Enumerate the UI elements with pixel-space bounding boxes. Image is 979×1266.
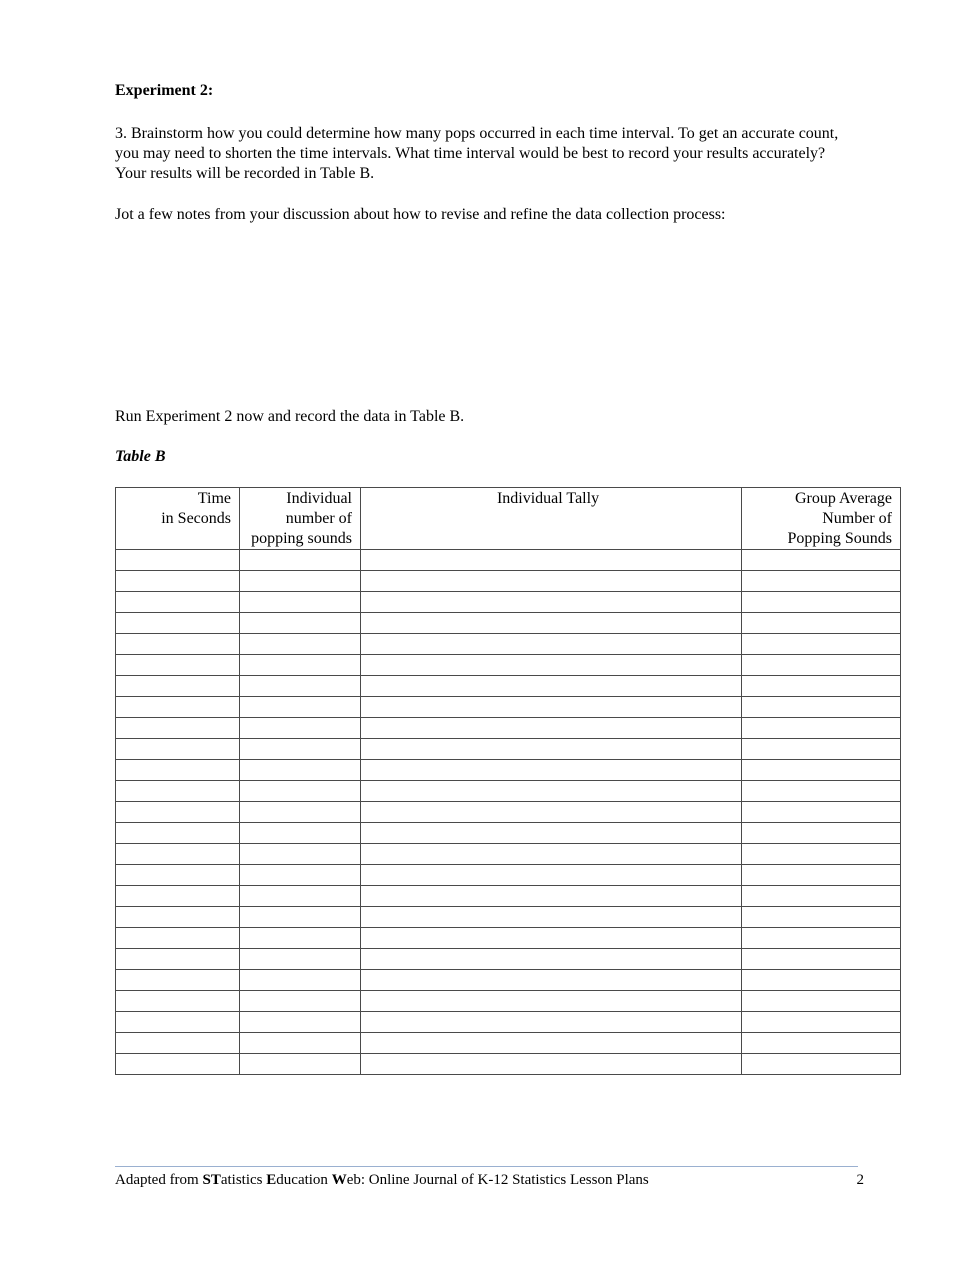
time-cell[interactable] (116, 571, 240, 592)
group-average-cell[interactable] (742, 613, 901, 634)
individual-number-cell[interactable] (240, 739, 361, 760)
table-row (116, 844, 901, 865)
table-row (116, 865, 901, 886)
individual-tally-cell[interactable] (361, 865, 742, 886)
table-body (116, 550, 901, 1075)
individual-tally-cell[interactable] (361, 886, 742, 907)
footer-ducation: ducation (276, 1172, 332, 1188)
individual-number-cell[interactable] (240, 613, 361, 634)
individual-number-cell[interactable] (240, 1033, 361, 1054)
group-average-cell[interactable] (742, 1054, 901, 1075)
group-average-cell[interactable] (742, 655, 901, 676)
footer-atistics: atistics (220, 1172, 267, 1188)
footer-st: ST (202, 1172, 221, 1188)
individual-number-cell[interactable] (240, 676, 361, 697)
header-line: Individual (286, 490, 352, 507)
individual-tally-cell[interactable] (361, 907, 742, 928)
individual-tally-cell[interactable] (361, 676, 742, 697)
time-cell[interactable] (116, 550, 240, 571)
time-cell[interactable] (116, 949, 240, 970)
header-individual-tally (361, 488, 742, 550)
header-line: Popping Sounds (787, 530, 892, 547)
footer-rest: eb: Online Journal of K-12 Statistics Lesson Plans (346, 1172, 649, 1188)
header-line: Number of (822, 510, 892, 527)
table-row (116, 634, 901, 655)
footer-divider (115, 1166, 858, 1167)
header-line: in Seconds (161, 510, 231, 527)
group-average-cell[interactable] (742, 844, 901, 865)
table-row (116, 613, 901, 634)
individual-tally-cell[interactable] (361, 1033, 742, 1054)
individual-tally-cell[interactable] (361, 823, 742, 844)
time-cell[interactable] (116, 970, 240, 991)
group-average-cell[interactable] (742, 823, 901, 844)
table-row (116, 571, 901, 592)
individual-number-cell[interactable] (240, 949, 361, 970)
individual-number-cell[interactable] (240, 718, 361, 739)
group-average-cell[interactable] (742, 571, 901, 592)
individual-tally-cell[interactable] (361, 592, 742, 613)
individual-tally-cell[interactable] (361, 991, 742, 1012)
table-row (116, 1033, 901, 1054)
group-average-cell[interactable] (742, 970, 901, 991)
time-cell[interactable] (116, 907, 240, 928)
table-row (116, 991, 901, 1012)
time-cell[interactable] (116, 1033, 240, 1054)
individual-number-cell[interactable] (240, 655, 361, 676)
individual-number-cell[interactable] (240, 886, 361, 907)
individual-number-cell[interactable] (240, 865, 361, 886)
time-cell[interactable] (116, 991, 240, 1012)
individual-tally-cell[interactable] (361, 802, 742, 823)
individual-number-cell[interactable] (240, 991, 361, 1012)
footer-prefix: Adapted from (115, 1172, 203, 1188)
individual-number-cell[interactable] (240, 592, 361, 613)
group-average-cell[interactable] (742, 760, 901, 781)
header-line: Group Average (795, 490, 892, 507)
group-average-cell[interactable] (742, 739, 901, 760)
question-3-text: 3. Brainstorm how you could determine how many pops occurred in each time interval. To get an accurate count, you may need to shorten the time intervals. What time interval would be best to record your results accurately? Your results will be recorded in Table B. (115, 125, 839, 182)
individual-number-cell[interactable] (240, 802, 361, 823)
group-average-cell[interactable] (742, 634, 901, 655)
time-cell[interactable] (116, 823, 240, 844)
individual-tally-cell[interactable] (361, 970, 742, 991)
group-average-cell[interactable] (742, 718, 901, 739)
time-cell[interactable] (116, 886, 240, 907)
individual-number-cell[interactable] (240, 1054, 361, 1075)
time-cell[interactable] (116, 865, 240, 886)
table-row (116, 676, 901, 697)
header-line: Time (197, 490, 231, 507)
time-cell[interactable] (116, 1054, 240, 1075)
table-row (116, 970, 901, 991)
table-row (116, 1054, 901, 1075)
individual-number-cell[interactable] (240, 907, 361, 928)
individual-tally-cell[interactable] (361, 571, 742, 592)
table-row (116, 802, 901, 823)
time-cell[interactable] (116, 1012, 240, 1033)
table-row (116, 718, 901, 739)
individual-tally-cell[interactable] (361, 634, 742, 655)
table-row (116, 823, 901, 844)
time-cell[interactable] (116, 613, 240, 634)
individual-number-cell[interactable] (240, 781, 361, 802)
table-row (116, 781, 901, 802)
time-cell[interactable] (116, 718, 240, 739)
individual-tally-cell[interactable] (361, 718, 742, 739)
individual-tally-cell[interactable] (361, 613, 742, 634)
header-group-average (742, 488, 901, 550)
footer-e: E (266, 1172, 277, 1188)
individual-tally-cell[interactable] (361, 781, 742, 802)
individual-number-cell[interactable] (240, 844, 361, 865)
time-cell[interactable] (116, 655, 240, 676)
group-average-cell[interactable] (742, 1033, 901, 1054)
individual-number-cell[interactable] (240, 634, 361, 655)
time-cell[interactable] (116, 928, 240, 949)
individual-number-cell[interactable] (240, 760, 361, 781)
table-row (116, 655, 901, 676)
group-average-cell[interactable] (742, 802, 901, 823)
table-row (116, 907, 901, 928)
table-row (116, 592, 901, 613)
footer-w: W (331, 1172, 347, 1188)
group-average-cell[interactable] (742, 1012, 901, 1033)
footer-attribution (115, 1170, 649, 1190)
table-row (116, 550, 901, 571)
table-row (116, 949, 901, 970)
time-cell[interactable] (116, 676, 240, 697)
individual-tally-cell[interactable] (361, 760, 742, 781)
header-time-in-seconds (116, 488, 240, 550)
table-header-row (116, 488, 901, 550)
table-row (116, 928, 901, 949)
individual-number-cell[interactable] (240, 928, 361, 949)
individual-number-cell[interactable] (240, 571, 361, 592)
individual-number-cell[interactable] (240, 970, 361, 991)
group-average-cell[interactable] (742, 676, 901, 697)
table-row (116, 1012, 901, 1033)
group-average-cell[interactable] (742, 550, 901, 571)
individual-number-cell[interactable] (240, 697, 361, 718)
time-cell[interactable] (116, 802, 240, 823)
group-average-cell[interactable] (742, 949, 901, 970)
table-row (116, 697, 901, 718)
table-title: Table B (115, 448, 166, 465)
group-average-cell[interactable] (742, 907, 901, 928)
individual-number-cell[interactable] (240, 550, 361, 571)
run-instruction: Run Experiment 2 now and record the data in Table B. (115, 408, 465, 425)
group-average-cell[interactable] (742, 781, 901, 802)
group-average-cell[interactable] (742, 865, 901, 886)
header-line: popping sounds (251, 530, 352, 547)
notes-prompt: Jot a few notes from your discussion about how to revise and refine the data collection process: (115, 206, 726, 223)
group-average-cell[interactable] (742, 991, 901, 1012)
header-line: Individual Tally (496, 490, 600, 507)
individual-number-cell[interactable] (240, 1012, 361, 1033)
header-individual-number (240, 488, 361, 550)
group-average-cell[interactable] (742, 697, 901, 718)
section-heading: Experiment 2: (115, 82, 214, 99)
individual-tally-cell[interactable] (361, 655, 742, 676)
individual-number-cell[interactable] (240, 823, 361, 844)
table-row (116, 739, 901, 760)
time-cell[interactable] (116, 592, 240, 613)
individual-tally-cell[interactable] (361, 697, 742, 718)
time-cell[interactable] (116, 634, 240, 655)
table-b (115, 487, 901, 1075)
group-average-cell[interactable] (742, 592, 901, 613)
individual-tally-cell[interactable] (361, 928, 742, 949)
group-average-cell[interactable] (742, 928, 901, 949)
table-row (116, 760, 901, 781)
individual-tally-cell[interactable] (361, 844, 742, 865)
time-cell[interactable] (116, 760, 240, 781)
individual-tally-cell[interactable] (361, 1012, 742, 1033)
table-row (116, 886, 901, 907)
page-number: 2 (856, 1172, 864, 1188)
individual-tally-cell[interactable] (361, 739, 742, 760)
individual-tally-cell[interactable] (361, 550, 742, 571)
individual-tally-cell[interactable] (361, 949, 742, 970)
group-average-cell[interactable] (742, 886, 901, 907)
time-cell[interactable] (116, 781, 240, 802)
header-line: number of (285, 510, 352, 527)
time-cell[interactable] (116, 739, 240, 760)
individual-tally-cell[interactable] (361, 1054, 742, 1075)
time-cell[interactable] (116, 697, 240, 718)
time-cell[interactable] (116, 844, 240, 865)
